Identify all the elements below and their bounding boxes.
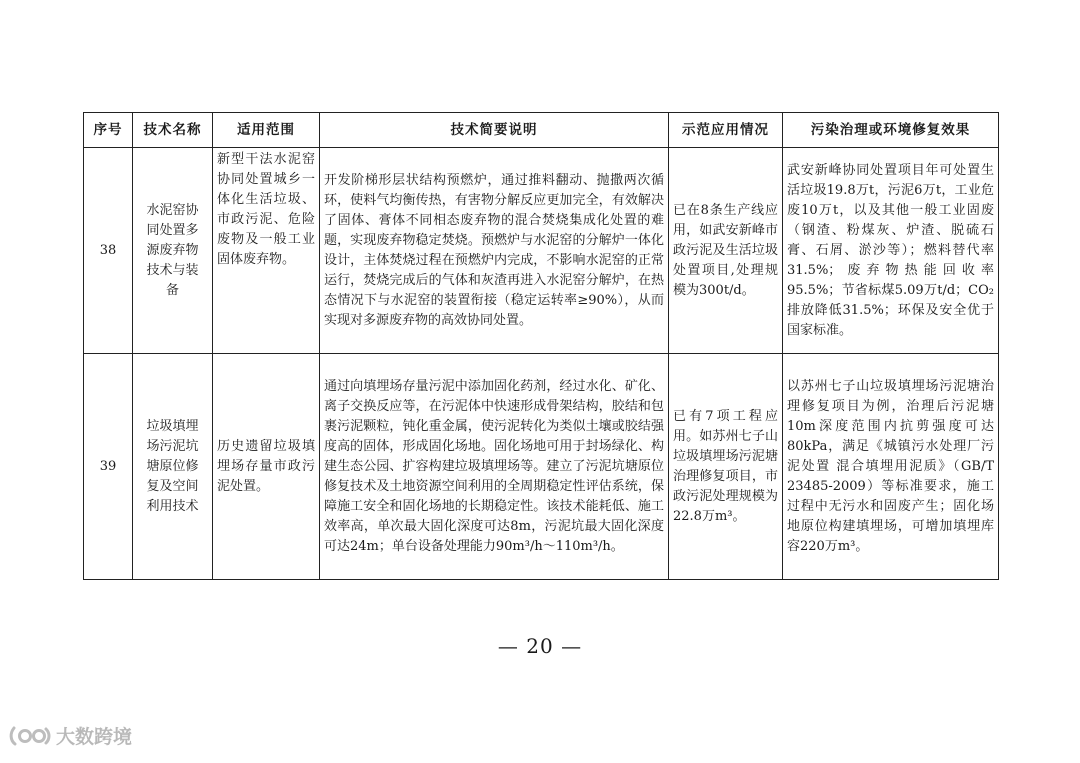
header-application: 示范应用情况 xyxy=(669,113,783,148)
header-description: 技术简要说明 xyxy=(320,113,669,148)
watermark xyxy=(8,722,132,749)
row-description: 通过向填埋场存量污泥中添加固化药剂，经过水化、矿化、离子交换反应等，在污泥体中快速形成骨架结构，胶结和包裹污泥颗粒，钝化重金属，使污泥转化为类似土壤或胶结强度高的固体，形成固化场地。固化场地可用于封场绿化、构建生态公园、扩容构建垃圾填埋场等。建立了污泥坑塘原位修复技术及土地资源空间利用的全周期稳定性评估系统，保障施工安全和固化场地的长期稳定性。该技术能耗低、施工效率高，单次最大固化深度可达8m，污泥坑最大固化深度可达24m；单台设备处理能力90m³/h～110m³/h。 xyxy=(320,354,669,580)
row-serial-number: 39 xyxy=(84,354,133,580)
header-effect: 污染治理或环境修复效果 xyxy=(783,113,999,148)
header-technology-name: 技术名称 xyxy=(133,113,213,148)
watermark-text: 大数跨境 xyxy=(56,726,133,748)
row-scope: 新型干法水泥窑协同处置城乡一体化生活垃圾、市政污泥、危险废物及一般工业固体废弃物。 xyxy=(213,148,320,354)
table-row xyxy=(84,148,999,354)
page-number: — 20 — xyxy=(497,634,583,658)
brand-logo-icon xyxy=(8,724,52,748)
row-description: 开发阶梯形层状结构预燃炉，通过推料翻动、抛撒两次循环，使料气均衡传热，有害物分解反应更加完全，有效解决了固体、膏体不同相态废弃物的混合焚烧集成化处置的难题，实现废弃物稳定焚烧。预燃炉与水泥窑的分解炉一体化设计，主体焚烧过程在预燃炉内完成，不影响水泥窑的正常运行，焚烧完成后的气体和灰渣再进入水泥窑分解炉，在热态情况下与水泥窑的装置衔接（稳定运转率≥90%），从而实现对多源废弃物的高效协同处置。 xyxy=(320,148,669,354)
header-serial-number: 序号 xyxy=(84,113,133,148)
table-row xyxy=(84,354,999,580)
table-header-row xyxy=(84,113,999,148)
technology-table xyxy=(83,112,999,580)
row-technology-name: 垃圾填埋 场污泥坑 塘原位修 复及空间 利用技术 xyxy=(133,354,213,580)
row-application: 已在8条生产线应用，如武安新峰市政污泥及生活垃圾处置项目,处理规模为300t/d。 xyxy=(669,148,783,354)
row-effect: 武安新峰协同处置项目年可处置生活垃圾19.8万t，污泥6万t，工业危废10万t，以及其他一般工业固废（钢渣、粉煤灰、炉渣、脱硫石膏、石屑、淤沙等）；燃料替代率31.5%；废弃物热能回收率95.5%；节省标煤5.09万t/d；CO₂排放降低31.5%；环保及安全优于国家标准。 xyxy=(783,148,999,354)
row-technology-name: 水泥窑协 同处置多 源废弃物 技术与装 备 xyxy=(133,148,213,354)
header-scope: 适用范围 xyxy=(213,113,320,148)
row-scope: 历史遗留垃圾填埋场存量市政污泥处置。 xyxy=(213,354,320,580)
row-application: 已有7项工程应用。如苏州七子山垃圾填埋场污泥塘治理修复项目，市政污泥处理规模为22.8万m³。 xyxy=(669,354,783,580)
row-serial-number: 38 xyxy=(84,148,133,354)
row-effect: 以苏州七子山垃圾填埋场污泥塘治理修复项目为例，治理后污泥塘10m深度范围内抗剪强度可达80kPa，满足《城镇污水处理厂污泥处置 混合填埋用泥质》（GB/T 23485-2009）等标准要求，施工过程中无污水和固废产生；固化场地原位构建填埋场，可增加填埋库容220万m³。 xyxy=(783,354,999,580)
